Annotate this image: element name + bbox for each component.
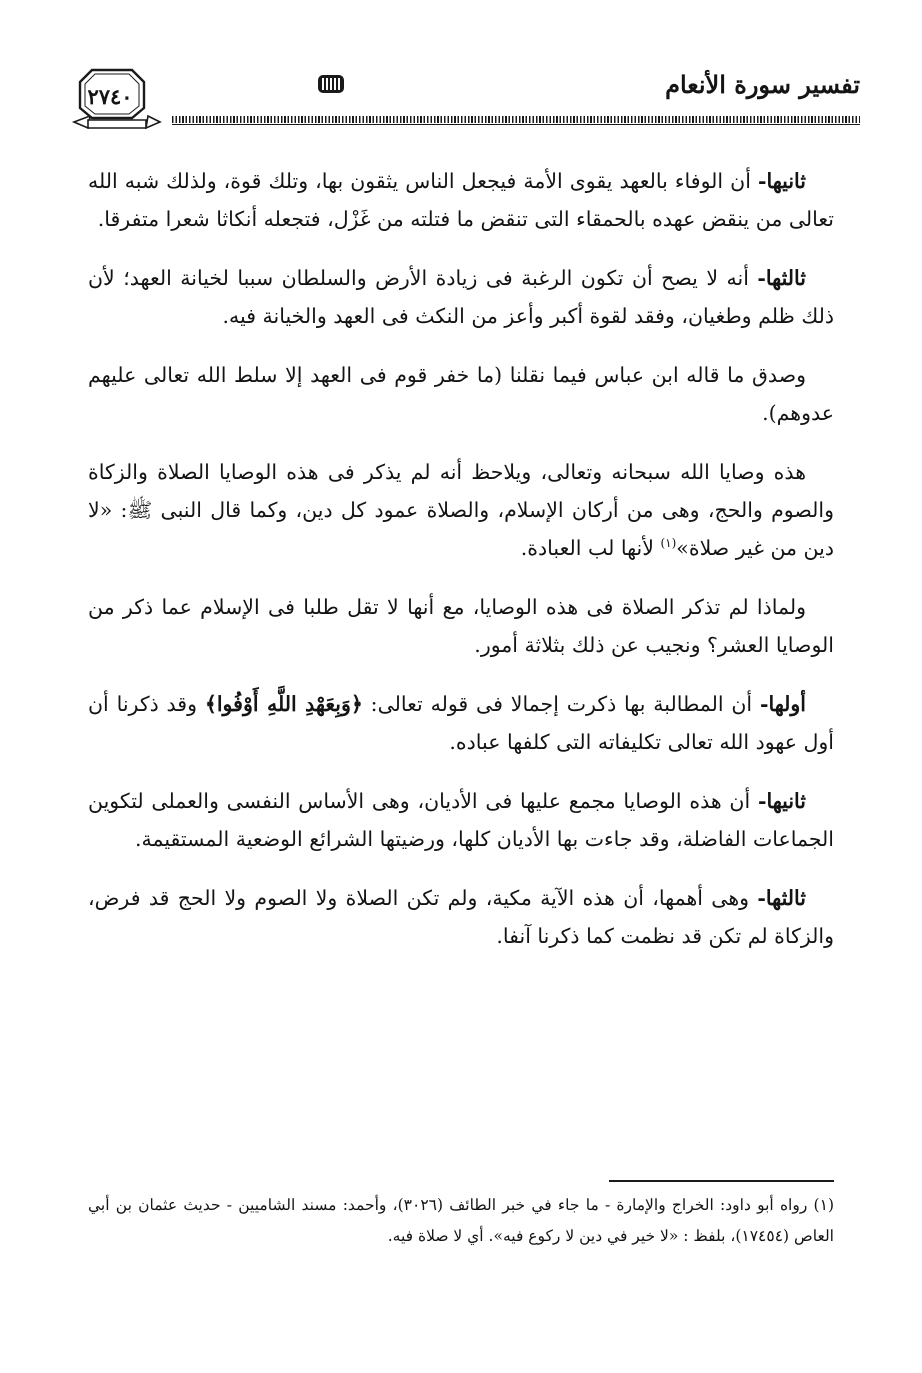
page-number: ٢٧٤٠: [87, 84, 133, 109]
chapter-title: تفسير سورة الأنعام: [665, 70, 860, 99]
header-rule-underline: [172, 124, 860, 125]
paragraph: [88, 162, 834, 238]
paragraph: [88, 782, 834, 858]
paragraph-text: هذه وصايا الله سبحانه وتعالى، ويلاحظ أنه لم يذكر فى هذه الوصايا الصلاة والزكاة والصوم والحج، وهى من أركان الإسلام، والصلاة عمود كل دين، وكما قال النبى ﷺ: «لا دين من غير صلاة»: [88, 460, 834, 560]
page-number-badge: [70, 58, 160, 138]
paragraph-lead: ثالثها-: [757, 266, 806, 290]
ornament-icon: [315, 72, 347, 96]
paragraph-text: وهى أهمها، أن هذه الآية مكية، ولم تكن الصلاة ولا الصوم ولا الحج قد فرض، والزكاة لم تكن قد نظمت كما ذكرنا آنفا.: [88, 886, 834, 948]
paragraph-text-after: وقد ذكرنا أن أول عهود الله تعالى تكليفاته التى كلفها عباده.: [88, 692, 834, 754]
paragraph: [88, 685, 834, 761]
footnote-divider: [609, 1180, 834, 1182]
page-header: [70, 58, 860, 138]
paragraph-lead: ثالثها-: [757, 886, 806, 910]
paragraph-lead: أولها-: [759, 692, 806, 716]
paragraph-text: أن المطالبة بها ذكرت إجمالا فى قوله تعالى:: [362, 692, 760, 716]
footnote: (١) رواه أبو داود: الخراج والإمارة - ما جاء في خبر الطائف (٣٠٢٦)، وأحمد: مسند الشاميين - حديث عثمان بن أبي العاص (١٧٤٥٤)، بلفظ : «لا خير في دين لا ركوع فيه». أي لا صلاة فيه.: [88, 1196, 834, 1245]
paragraph: [88, 453, 834, 567]
paragraph-text: وصدق ما قاله ابن عباس فيما نقلنا (ما خفر قوم فى العهد إلا سلط الله تعالى عليهم عدوهم).: [88, 363, 834, 425]
paragraph-text: أنه لا يصح أن تكون الرغبة فى زيادة الأرض والسلطان سببا لخيانة العهد؛ لأن ذلك ظلم وطغيان، وفقد لقوة أكبر وأعز من النكث فى العهد والخيانة فيه.: [88, 266, 834, 328]
paragraph-text: ولماذا لم تذكر الصلاة فى هذه الوصايا، مع أنها لا تقل طلبا فى الإسلام عما ذكر من الوصايا العشر؟ ونجيب عن ذلك بثلاثة أمور.: [88, 595, 834, 657]
quran-verse: ﴿وَبِعَهْدِ اللَّهِ أَوْفُوا﴾: [204, 692, 363, 716]
paragraph: [88, 259, 834, 335]
main-text: [88, 162, 834, 976]
footnote-ref[interactable]: (١): [660, 536, 677, 551]
paragraph-lead: ثانيها-: [757, 789, 806, 813]
paragraph: [88, 879, 834, 955]
header-rule: [172, 116, 860, 123]
paragraph-text-after: لأنها لب العبادة.: [520, 536, 661, 560]
paragraph-text: أن الوفاء بالعهد يقوى الأمة فيجعل الناس يثقون بها، وتلك قوة، ولذلك شبه الله تعالى من ينقض عهده بالحمقاء التى تنقض ما فتلته من غَزْل، فتجعله أنكاثا شعرا متفرقا.: [88, 169, 834, 231]
paragraph: [88, 588, 834, 664]
paragraph-lead: ثانيها-: [757, 169, 806, 193]
paragraph: [88, 356, 834, 432]
paragraph-text: أن هذه الوصايا مجمع عليها فى الأديان، وهى الأساس النفسى والعملى لتكوين الجماعات الفاضلة، وقد جاءت بها الأديان كلها، ورضيتها الشرائع الوضعية المستقيمة.: [88, 789, 834, 851]
